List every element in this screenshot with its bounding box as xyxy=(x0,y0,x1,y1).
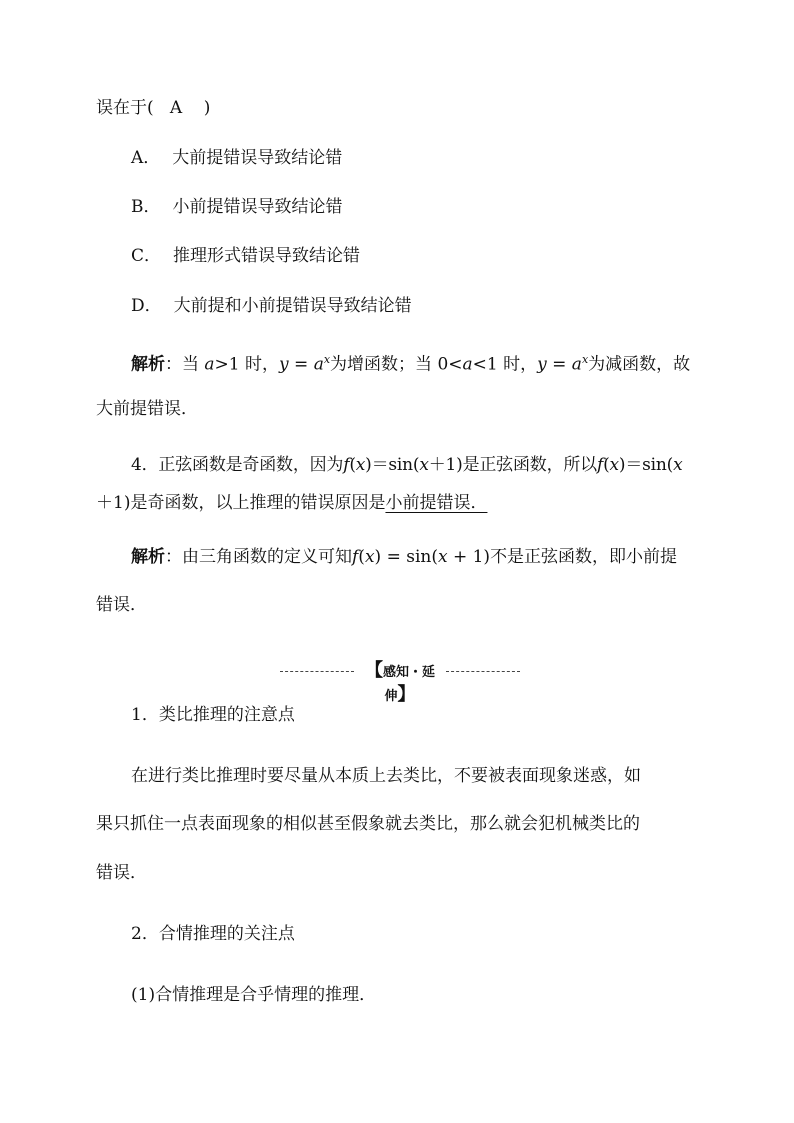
var-a: a xyxy=(571,354,582,375)
var-x: x xyxy=(673,455,683,475)
note2-title: 2．合情推理的关注点 xyxy=(131,924,295,944)
section-label: 感知・延伸 xyxy=(382,665,435,704)
bracket-left: 【 xyxy=(364,660,383,681)
var-x: x xyxy=(355,455,366,475)
var-f: f xyxy=(596,455,604,475)
note1-para-line2: 果只抓住一点表面现象的相似甚至假象就去类比，那么就会犯机械类比的 xyxy=(96,814,640,834)
stem-text: 误在于( xyxy=(96,98,154,118)
q4-line2 xyxy=(96,492,702,514)
divider-dash-left xyxy=(280,671,354,672)
q3-analysis-line2: 大前提错误． xyxy=(96,399,198,419)
text: >1 时， xyxy=(214,354,280,375)
q4-answer: 小前提错误． xyxy=(385,493,488,513)
paren: ( xyxy=(603,455,610,475)
q4-analysis-line1 xyxy=(131,546,702,568)
q3-answer: A xyxy=(169,98,183,118)
var-f: f xyxy=(352,547,359,567)
q3-stem-tail xyxy=(96,97,702,119)
colon: ： xyxy=(165,354,182,375)
var-f: f xyxy=(343,455,350,475)
var-x: x xyxy=(364,547,375,567)
paren: ( xyxy=(349,455,356,475)
var-x: x xyxy=(609,455,619,475)
option-a xyxy=(131,147,702,169)
eq: = xyxy=(546,354,572,375)
var-x: x xyxy=(437,547,448,567)
q3-analysis-line1 xyxy=(131,349,702,376)
option-text: 大前提错误导致结论错 xyxy=(172,148,343,168)
section-divider xyxy=(280,660,520,705)
section-tag xyxy=(354,660,446,705)
var-a: a xyxy=(204,354,215,375)
option-letter: D． xyxy=(131,296,162,316)
text: 为减函数，故 xyxy=(588,354,691,375)
text: ) = sin( xyxy=(374,547,438,567)
text: 4．正弦函数是奇函数，因为 xyxy=(131,455,344,475)
option-text: 大前提和小前提错误导致结论错 xyxy=(173,296,412,316)
q4-line1 xyxy=(131,454,702,476)
colon: ： xyxy=(165,547,182,567)
divider-dash-right xyxy=(446,671,520,672)
paren: ( xyxy=(358,547,365,567)
text: + 1)不是正弦函数，即小前提 xyxy=(447,547,678,567)
option-text: 推理形式错误导致结论错 xyxy=(173,246,361,266)
note1-para-line1: 在进行类比推理时要尽量从本质上去类比，不要被表面现象迷惑，如 xyxy=(131,766,641,786)
eq: = xyxy=(288,354,314,375)
var-x: x xyxy=(419,455,429,475)
text: )＝sin( xyxy=(365,455,420,475)
text: 当 xyxy=(182,354,199,375)
option-letter: C． xyxy=(131,246,162,266)
q4-analysis-line2: 错误． xyxy=(96,595,147,615)
exp-x: x xyxy=(581,353,589,366)
close-paren: ) xyxy=(203,98,211,118)
option-d xyxy=(131,295,702,317)
text: )＝sin( xyxy=(618,455,674,475)
text: 由三角函数的定义可知 xyxy=(182,547,352,567)
bracket-right: 】 xyxy=(397,684,416,705)
text: ＋1)是奇函数，以上推理的错误原因是 xyxy=(96,493,386,513)
var-a: a xyxy=(462,354,473,375)
note2-item1: (1)合情推理是合乎情理的推理． xyxy=(131,985,377,1005)
option-letter: A． xyxy=(131,148,161,168)
analysis-label: 解析 xyxy=(131,354,165,375)
text: 为增函数；当 0< xyxy=(330,354,463,375)
option-text: 小前提错误导致结论错 xyxy=(172,197,343,217)
option-c xyxy=(131,245,702,267)
note1-para-line3: 错误． xyxy=(96,863,147,883)
var-y: y xyxy=(537,354,547,375)
option-letter: B． xyxy=(131,197,161,217)
exp-x: x xyxy=(323,353,331,366)
note1-title: 1．类比推理的注意点 xyxy=(131,705,295,725)
var-a: a xyxy=(313,354,324,375)
analysis-label: 解析 xyxy=(131,547,165,567)
text: ＋1)是正弦函数，所以 xyxy=(428,455,597,475)
option-b xyxy=(131,196,702,218)
text: <1 时， xyxy=(472,354,538,375)
var-y: y xyxy=(279,354,289,375)
